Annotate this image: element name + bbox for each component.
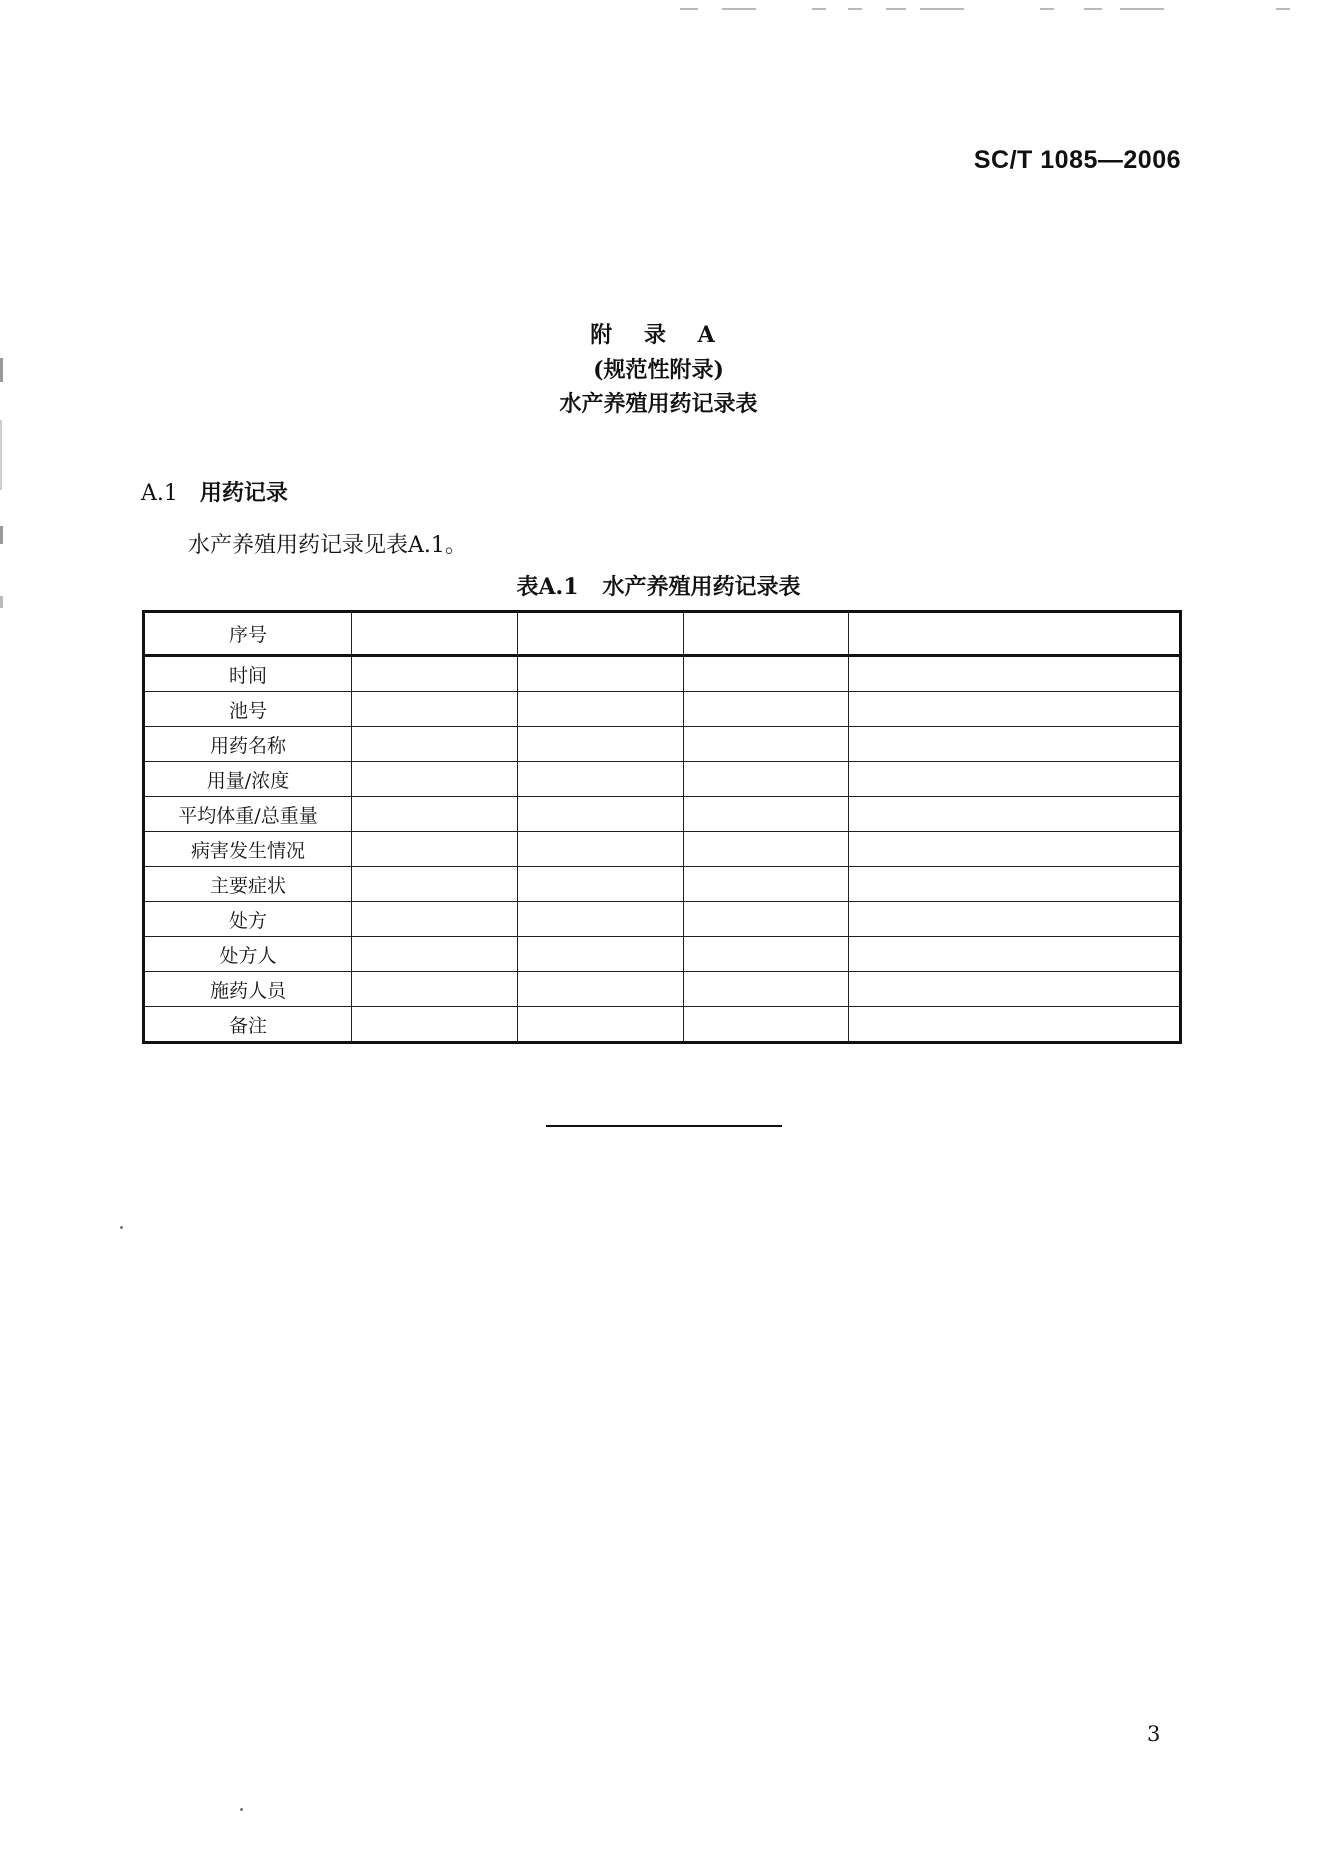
document-code: SC/T 1085—2006 [973, 146, 1181, 174]
blank-cell [849, 612, 1181, 656]
scan-artifact [680, 8, 698, 10]
blank-cell [683, 692, 849, 727]
blank-cell [517, 612, 683, 656]
row-label: 处方人 [144, 937, 352, 972]
row-label: 平均体重/总重量 [144, 797, 352, 832]
blank-cell [517, 902, 683, 937]
medication-record-table [142, 610, 1182, 1044]
blank-cell [352, 692, 518, 727]
blank-cell [517, 727, 683, 762]
blank-cell [517, 937, 683, 972]
blank-cell [352, 902, 518, 937]
blank-cell [517, 797, 683, 832]
scan-artifact [1040, 8, 1054, 10]
blank-cell [517, 692, 683, 727]
blank-cell [517, 832, 683, 867]
blank-cell [683, 972, 849, 1007]
table-row [144, 972, 1181, 1007]
row-label: 时间 [144, 656, 352, 692]
scan-artifact [886, 8, 906, 10]
blank-cell [849, 937, 1181, 972]
table-row [144, 762, 1181, 797]
scan-artifact [848, 8, 862, 10]
blank-cell [849, 972, 1181, 1007]
table-row [144, 656, 1181, 692]
blank-cell [849, 656, 1181, 692]
blank-cell [849, 1007, 1181, 1043]
table-row [144, 867, 1181, 902]
blank-cell [683, 1007, 849, 1043]
scan-artifact [1084, 8, 1102, 10]
blank-cell [352, 797, 518, 832]
section-heading [141, 476, 288, 507]
blank-cell [352, 612, 518, 656]
row-label: 病害发生情况 [144, 832, 352, 867]
annex-heading: 附 录 A [590, 322, 727, 348]
table-row [144, 612, 1181, 656]
blank-cell [352, 867, 518, 902]
blank-cell [683, 797, 849, 832]
blank-cell [352, 832, 518, 867]
blank-cell [849, 832, 1181, 867]
blank-cell [849, 762, 1181, 797]
blank-cell [849, 727, 1181, 762]
table-row [144, 832, 1181, 867]
annex-type: (规范性附录) [593, 357, 724, 383]
blank-cell [683, 902, 849, 937]
table-row [144, 727, 1181, 762]
blank-cell [849, 692, 1181, 727]
blank-cell [683, 612, 849, 656]
table-title: 水产养殖用药记录表 [602, 574, 801, 600]
blank-cell [683, 727, 849, 762]
section-paragraph: 水产养殖用药记录见表A.1。 [188, 533, 467, 558]
blank-cell [352, 762, 518, 797]
end-rule [546, 1125, 782, 1127]
blank-cell [352, 727, 518, 762]
blank-cell [683, 832, 849, 867]
blank-cell [352, 656, 518, 692]
table-row [144, 692, 1181, 727]
table-caption [0, 570, 1317, 601]
scan-artifact [812, 8, 826, 10]
scan-artifact [1276, 8, 1290, 10]
table-row [144, 937, 1181, 972]
scan-artifact [1120, 8, 1164, 10]
blank-cell [352, 1007, 518, 1043]
page-number: 3 [1147, 1722, 1161, 1746]
scan-artifact [120, 1226, 123, 1229]
blank-cell [849, 867, 1181, 902]
scan-artifact [722, 8, 756, 10]
table-row [144, 902, 1181, 937]
row-label: 施药人员 [144, 972, 352, 1007]
table-row [144, 797, 1181, 832]
blank-cell [517, 762, 683, 797]
annex-title: 水产养殖用药记录表 [559, 391, 758, 417]
blank-cell [849, 902, 1181, 937]
blank-cell [517, 1007, 683, 1043]
row-label: 用量/浓度 [144, 762, 352, 797]
section-title: 用药记录 [199, 480, 288, 506]
scan-artifact [920, 8, 964, 10]
row-label: 备注 [144, 1007, 352, 1043]
table-row [144, 1007, 1181, 1043]
blank-cell [517, 656, 683, 692]
row-label: 池号 [144, 692, 352, 727]
row-label: 主要症状 [144, 867, 352, 902]
scan-artifact [0, 420, 2, 490]
row-label: 序号 [144, 612, 352, 656]
table-number: 表A.1 [516, 574, 579, 600]
blank-cell [517, 867, 683, 902]
blank-cell [517, 972, 683, 1007]
row-label: 处方 [144, 902, 352, 937]
section-number: A.1 [141, 481, 178, 506]
blank-cell [683, 762, 849, 797]
blank-cell [683, 937, 849, 972]
blank-cell [683, 867, 849, 902]
scan-artifact [240, 1808, 243, 1811]
row-label: 用药名称 [144, 727, 352, 762]
blank-cell [849, 797, 1181, 832]
blank-cell [352, 972, 518, 1007]
scan-artifact [0, 526, 3, 544]
blank-cell [683, 656, 849, 692]
blank-cell [352, 937, 518, 972]
